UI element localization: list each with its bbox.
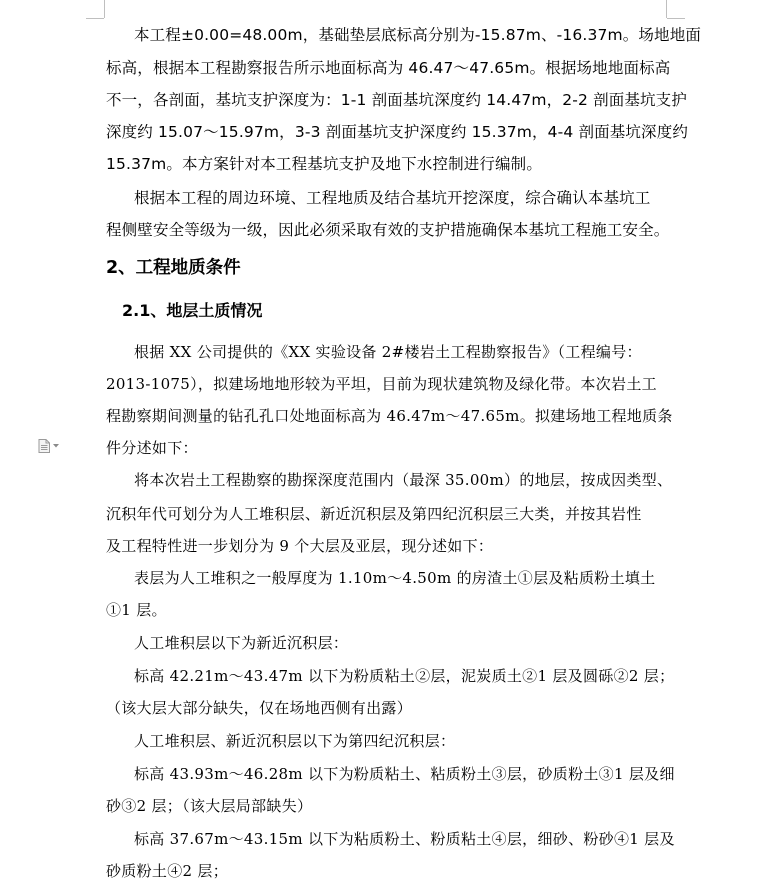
crop-mark-top-right-horizontal <box>667 18 685 19</box>
section-heading: 2、工程地质条件 <box>106 258 241 278</box>
text-line: 将本次岩土工程勘察的勘探深度范围内（最深 35.00m）的地层，按成因类型、 <box>134 471 673 489</box>
text-line: 本工程±0.00=48.00m，基础垫层底标高分别为-15.87m、-16.37m。场地地面 <box>134 26 701 44</box>
text-line: 标高 37.67m～43.15m 以下为粘质粉土、粉质粘土④层，细砂、粉砂④1 层及 <box>134 830 675 848</box>
text-line: 深度约 15.07～15.97m，3-3 剖面基坑支护深度约 15.37m，4-4 剖面基坑深度约 <box>106 123 689 141</box>
text-line: 砂③2 层；（该大层局部缺失） <box>106 797 313 815</box>
text-line: 程勘察期间测量的钻孔孔口处地面标高为 46.47m～47.65m。拟建场地工程地质条 <box>106 407 673 425</box>
text-line: 程侧壁安全等级为一级，因此必须采取有效的支护措施确保本基坑工程施工安全。 <box>106 221 670 239</box>
text-line: 标高 43.93m～46.28m 以下为粉质粘土、粘质粉土③层，砂质粉土③1 层及细 <box>134 765 675 783</box>
chevron-down-icon <box>53 444 59 448</box>
text-line: 砂质粉土④2 层； <box>106 862 229 880</box>
text-line: 沉积年代可划分为人工堆积层、新近沉积层及第四纪沉积层三大类，并按其岩性 <box>106 505 642 523</box>
text-line: 不一，各剖面，基坑支护深度为：1-1 剖面基坑深度约 14.47m，2-2 剖面基坑支护 <box>106 91 687 109</box>
text-line: 标高，根据本工程勘察报告所示地面标高为 46.47～47.65m。根据场地地面标高 <box>106 59 671 77</box>
text-line: 2013-1075），拟建场地地形较为平坦，目前为现状建筑物及绿化带。本次岩土工 <box>106 375 657 393</box>
text-line: 人工堆积层、新近沉积层以下为第四纪沉积层： <box>134 732 456 750</box>
crop-mark-top-right-vertical <box>666 0 667 18</box>
text-line: 及工程特性进一步划分为 9 个大层及亚层，现分述如下： <box>106 537 494 555</box>
text-line: 表层为人工堆积之一般厚度为 1.10m～4.50m 的房渣土①层及粘质粉土填土 <box>134 569 656 587</box>
document-paragraph-icon <box>38 439 50 453</box>
text-line: 根据 XX 公司提供的《XX 实验设备 2#楼岩土工程勘察报告》（工程编号： <box>134 343 642 361</box>
text-line: 标高 42.21m～43.47m 以下为粉质粘土②层，泥炭质土②1 层及圆砾②2 层； <box>134 667 675 685</box>
subsection-heading: 2.1、地层土质情况 <box>122 301 263 320</box>
crop-mark-top-left-horizontal <box>86 18 104 19</box>
crop-mark-top-left-vertical <box>104 0 105 18</box>
text-line: 15.37m。本方案针对本工程基坑支护及地下水控制进行编制。 <box>106 155 542 173</box>
text-line: （该大层大部分缺失，仅在场地西侧有出露） <box>106 699 413 717</box>
paragraph-options-button[interactable] <box>38 438 66 454</box>
text-line: 人工堆积层以下为新近沉积层： <box>134 634 349 652</box>
text-line: 件分述如下： <box>106 439 198 457</box>
text-line: ①1 层。 <box>106 601 167 619</box>
text-line: 根据本工程的周边环境、工程地质及结合基坑开挖深度，综合确认本基坑工 <box>134 189 651 207</box>
